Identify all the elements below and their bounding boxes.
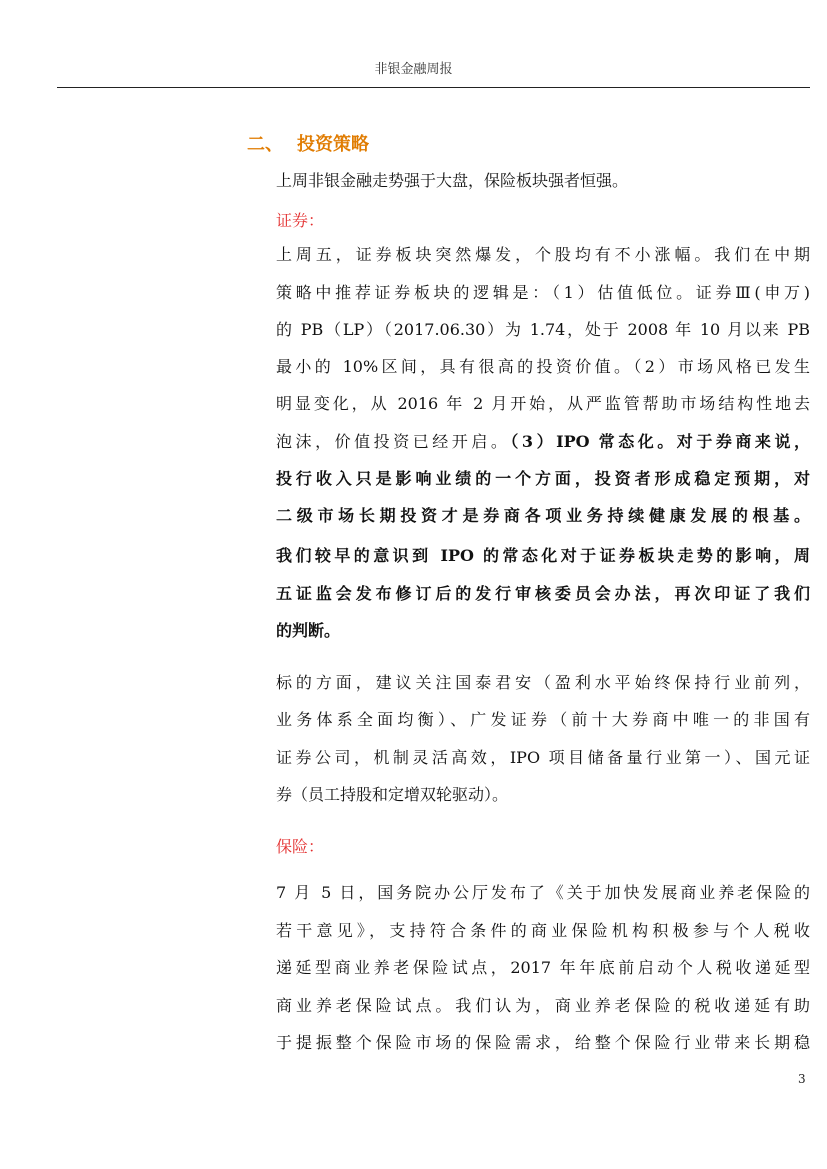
section-number: 二、 [247, 134, 283, 155]
header-title: 非银金融周报 [374, 62, 453, 77]
paragraph-line: 业务体系全面均衡）、广发证券（前十大券商中唯一的非国有 [276, 710, 810, 729]
paragraph-line: 7 月 5 日，国务院办公厅发布了《关于加快发展商业养老保险的 [276, 883, 810, 902]
paragraph-line: 的 PB（LP）（2017.06.30）为 1.74，处于 2008 年 10 月以来 PB [276, 320, 810, 339]
securities-heading: 证券： [276, 211, 325, 230]
line-normal-part: 泡沫，价值投资已经开启。 [276, 432, 511, 451]
paragraph-line: 于提振整个保险市场的保险需求，给整个保险行业带来长期稳 [276, 1033, 810, 1052]
paragraph-line: 若干意见》，支持符合条件的商业保险机构积极参与个人税收 [276, 921, 810, 940]
paragraph-line: 策略中推荐证券板块的逻辑是：（1）估值低位。证券Ⅲ(申万) [276, 283, 810, 302]
paragraph-line-bold: 我们较早的意识到 IPO 的常态化对于证券板块走势的影响，周 [276, 546, 810, 565]
paragraph-line-bold: 二级市场长期投资才是券商各项业务持续健康发展的根基。 [276, 506, 810, 525]
paragraph-line: 明显变化，从 2016 年 2 月开始，从严监管帮助市场结构性地去 [276, 394, 810, 413]
paragraph-line: 最小的 10%区间，具有很高的投资价值。（2）市场风格已发生 [276, 357, 810, 376]
paragraph-line: 标的方面，建议关注国泰君安（盈利水平始终保持行业前列， [276, 673, 810, 692]
paragraph-line: 券（员工持股和定增双轮驱动）。 [276, 785, 509, 804]
paragraph-line-mixed [276, 432, 810, 452]
header-divider [57, 87, 810, 88]
paragraph-line: 商业养老保险试点。我们认为，商业养老保险的税收递延有助 [276, 996, 810, 1015]
line-bold-part: （3）IPO 常态化。对于券商来说， [510, 432, 810, 451]
paragraph-line: 递延型商业养老保险试点，2017 年年底前启动个人税收递延型 [276, 958, 810, 977]
paragraph-line: 上周五，证券板块突然爆发，个股均有不小涨幅。我们在中期 [276, 245, 810, 264]
paragraph-line: 证券公司，机制灵活高效，IPO 项目储备量行业第一）、国元证 [276, 748, 810, 767]
section-title-text: 投资策略 [297, 134, 369, 155]
paragraph-line-bold: 五证监会发布修订后的发行审核委员会办法，再次印证了我们 [276, 584, 810, 603]
paragraph-line-bold: 的判断。 [276, 621, 341, 640]
insurance-heading: 保险： [276, 837, 325, 856]
page-number: 3 [798, 1072, 806, 1086]
paragraph-line-bold: 投行收入只是影响业绩的一个方面，投资者形成稳定预期，对 [276, 469, 810, 488]
section-title [247, 130, 369, 156]
intro-paragraph: 上周非银金融走势强于大盘，保险板块强者恒强。 [276, 171, 629, 190]
